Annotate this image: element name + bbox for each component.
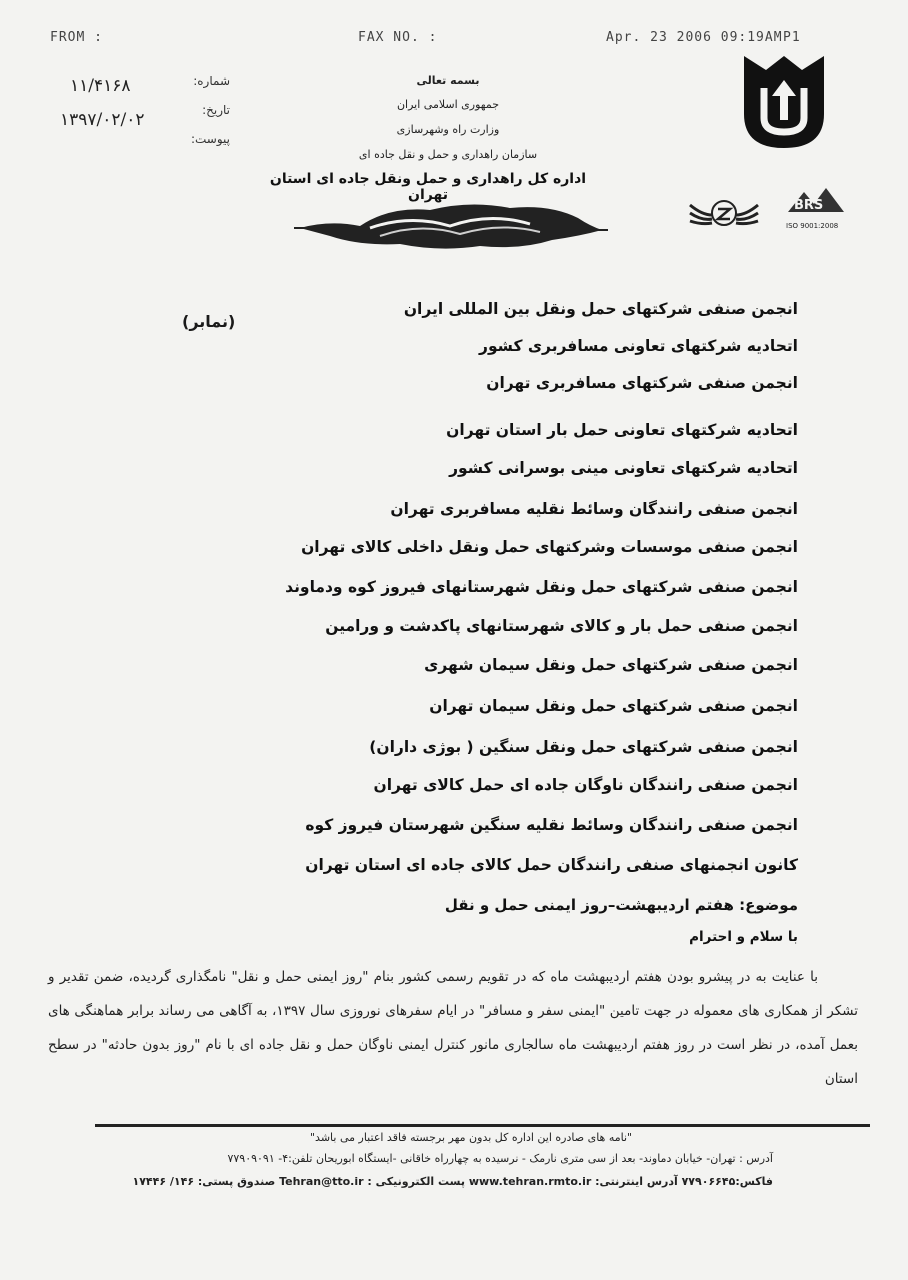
country-name: جمهوری اسلامی ایران bbox=[396, 98, 500, 111]
footer-note: "نامه های صادره این اداره کل بدون مهر برجسته فاقد اعتبار می باشد" bbox=[310, 1131, 633, 1144]
ministry-name: وزارت راه وشهرسازی bbox=[396, 123, 500, 136]
recipient-item: کانون انجمنهای صنفی رانندگان حمل کالای جاده ای استان تهران bbox=[305, 856, 798, 874]
letter-body: با عنایت به در پیشرو بودن هفتم اردیبهشت ماه که در تقویم رسمی کشور بنام "روز ایمنی حمل و نقل" نامگذاری گردیده، ضمن تقدیر و تشکر از همکاری های معموله در جهت تامین "ایمنی سفر و مسافر" در ایام سفرهای نوروزی سال ۱۳۹۷، به آگاهی می رساند برابر هماهنگی های بعمل آمده، در نظر است در روز هفتم اردیبهشت ماه سالجاری مانور کنترل ایمنی ناوگان حمل و نقل جاده ای با نام "روز بدون حادثه" در سطح استان bbox=[48, 969, 858, 1087]
fax-number: FAX NO. : bbox=[358, 30, 438, 45]
recipient-item: انجمن صنفی شرکتهای حمل ونقل شهرستانهای فیروز کوه ودماوند bbox=[285, 578, 798, 596]
number-label: شماره: bbox=[193, 74, 230, 88]
brs-logo bbox=[786, 186, 846, 234]
letter-greeting: با سلام و احترام bbox=[689, 929, 798, 945]
organization-name: سازمان راهداری و حمل و نقل جاده ای bbox=[358, 148, 538, 161]
recipient-item: انجمن صنفی شرکتهای حمل ونقل سنگین ( بوژی داران) bbox=[369, 738, 798, 756]
iso-cert-text: ISO 9001:2008 bbox=[786, 222, 839, 230]
recipient-item: انجمن صنفی شرکتهای حمل ونقل بین المللی ایران bbox=[403, 300, 798, 318]
fax-tag: (نمابر) bbox=[182, 312, 236, 331]
fax-timestamp: Apr. 23 2006 09:19AM bbox=[606, 30, 783, 45]
recipient-item: انجمن صنفی حمل بار و کالای شهرستانهای پاکدشت و ورامین bbox=[325, 617, 798, 635]
footer-divider bbox=[95, 1124, 870, 1127]
recipient-item: انجمن صنفی رانندگان ناوگان جاده ای حمل کالای تهران bbox=[373, 776, 798, 794]
basmala: بسمه تعالی bbox=[416, 74, 480, 87]
calligraphy-ornament bbox=[290, 192, 610, 254]
footer-contact: فاکس:۷۷۹۰۶۶۴۵ آدرس اینترنتی: www.tehran.rmto.ir پست الکترونیکی : Tehran@tto.ir صندوق پستی: ۱۴۶/ ۱۷۴۴۶ bbox=[132, 1175, 773, 1188]
department-name: اداره کل راهداری و حمل ونقل جاده ای استان تهران bbox=[269, 171, 587, 203]
iso-wings-icon bbox=[688, 193, 760, 235]
recipient-item: انجمن صنفی رانندگان وسائط نقلیه سنگین شهرستان فیروز کوه bbox=[305, 816, 798, 834]
recipient-item: انجمن صنفی رانندگان وسائط نقلیه مسافربری تهران bbox=[390, 500, 798, 518]
fax-from: FROM : bbox=[50, 30, 103, 45]
letter-date: ۱۳۹۷/۰۲/۰۲ bbox=[60, 110, 145, 130]
recipient-item: انجمن صنفی موسسات وشرکتهای حمل ونقل داخلی کالای تهران bbox=[301, 538, 798, 556]
recipient-item: اتحادیه شرکتهای تعاونی حمل بار استان تهران bbox=[446, 421, 798, 439]
recipient-item: انجمن صنفی شرکتهای حمل ونقل سیمان شهری bbox=[424, 656, 798, 674]
recipient-item: اتحادیه شرکتهای تعاونی مینی بوسرانی کشور bbox=[449, 459, 798, 477]
date-label: تاریخ: bbox=[202, 103, 230, 117]
footer-address: آدرس : تهران- خیابان دماوند- بعد از سی متری نارمک - نرسیده به چهارراه خاقانی -ایستگاه ابوریحان تلفن:۴- ۷۷۹۰۹۰۹۱ bbox=[227, 1152, 773, 1165]
attachment-label: پیوست: bbox=[190, 132, 230, 146]
rmto-emblem-icon bbox=[738, 52, 830, 152]
brs-text: BRS bbox=[794, 198, 824, 213]
recipient-item: اتحادیه شرکتهای تعاونی مسافربری کشور bbox=[479, 337, 798, 355]
recipient-item: انجمن صنفی شرکتهای مسافربری تهران bbox=[486, 374, 798, 392]
fax-page: P1 bbox=[783, 30, 801, 45]
recipient-item: انجمن صنفی شرکتهای حمل ونقل سیمان تهران bbox=[429, 697, 798, 715]
letter-subject: موضوع: هفتم اردیبهشت–روز ایمنی حمل و نقل bbox=[444, 896, 798, 914]
letter-number: ۱۱/۴۱۶۸ bbox=[70, 76, 131, 96]
